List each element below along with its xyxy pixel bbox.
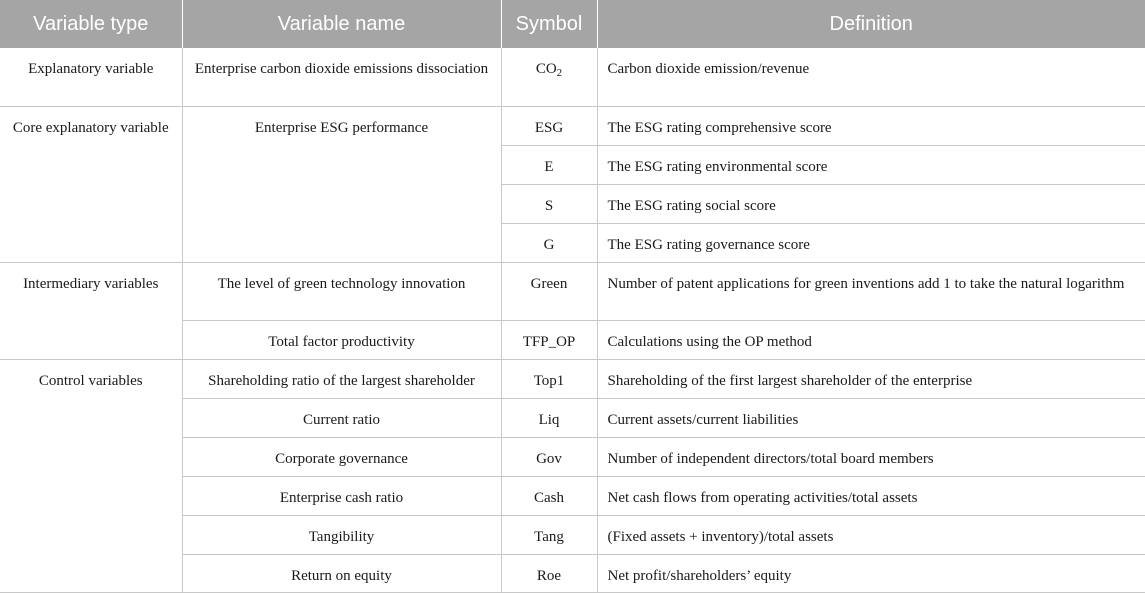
variable-name-cell: Total factor productivity [182,320,501,359]
symbol-cell: Gov [501,437,597,476]
variable-type-cell: Intermediary variables [0,262,182,359]
symbol-cell: Liq [501,398,597,437]
header-symbol: Symbol [501,0,597,48]
variable-name-cell: Shareholding ratio of the largest shareholder [182,359,501,398]
header-row [0,0,1145,48]
variable-name-cell: Current ratio [182,398,501,437]
symbol-cell: E [501,145,597,184]
table-row [0,106,1145,145]
symbol-cell: Top1 [501,359,597,398]
definition-cell: Shareholding of the first largest shareholder of the enterprise [597,359,1145,398]
definition-cell: The ESG rating social score [597,184,1145,223]
definition-cell: Number of patent applications for green inventions add 1 to take the natural logarithm [597,262,1145,320]
definition-cell: The ESG rating governance score [597,223,1145,262]
variable-type-cell: Explanatory variable [0,48,182,106]
symbol-cell: ESG [501,106,597,145]
symbol-cell: G [501,223,597,262]
variable-name-cell: Enterprise ESG performance [182,106,501,262]
header-variable-type: Variable type [0,0,182,48]
definition-cell: Net cash flows from operating activities/total assets [597,476,1145,515]
symbol-cell: Tang [501,515,597,554]
variable-type-cell: Core explanatory variable [0,106,182,262]
symbol-subscript: 2 [556,67,563,79]
variable-name-cell: Enterprise carbon dioxide emissions dissociation [182,48,501,106]
definition-cell: Net profit/shareholders’ equity [597,554,1145,592]
table-row [0,48,1145,106]
variable-name-cell: Return on equity [182,554,501,592]
symbol-cell: Cash [501,476,597,515]
definition-cell: Carbon dioxide emission/revenue [597,48,1145,106]
symbol-main: CO [535,61,557,77]
symbol-cell [501,48,597,106]
header-definition: Definition [597,0,1145,48]
table-row [0,262,1145,320]
definition-cell: Number of independent directors/total board members [597,437,1145,476]
variable-type-cell: Control variables [0,359,182,592]
definition-cell: Current assets/current liabilities [597,398,1145,437]
symbol-cell: TFP_OP [501,320,597,359]
definition-cell: Calculations using the OP method [597,320,1145,359]
header-variable-name: Variable name [182,0,501,48]
symbol-cell: Roe [501,554,597,592]
variable-name-cell: Tangibility [182,515,501,554]
definition-cell: (Fixed assets + inventory)/total assets [597,515,1145,554]
definition-cell: The ESG rating comprehensive score [597,106,1145,145]
variable-name-cell: Enterprise cash ratio [182,476,501,515]
symbol-cell: S [501,184,597,223]
symbol-cell: Green [501,262,597,320]
definition-cell: The ESG rating environmental score [597,145,1145,184]
variable-name-cell: Corporate governance [182,437,501,476]
variable-name-cell: The level of green technology innovation [182,262,501,320]
table-row [0,359,1145,398]
